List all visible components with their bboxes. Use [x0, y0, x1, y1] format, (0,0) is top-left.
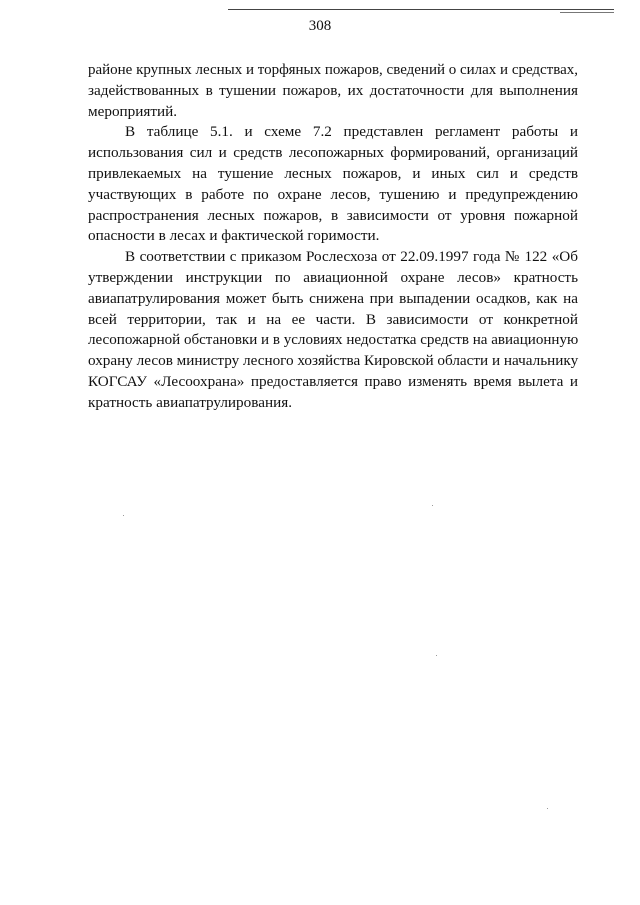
text-line: распространения лесных пожаров, в зависимости от уровня пожарной — [88, 206, 578, 224]
paragraph-2 — [88, 122, 578, 247]
text-line: кратность авиапатрулирования. — [88, 393, 292, 411]
header-rule-secondary — [560, 12, 614, 13]
paragraph-1 — [88, 60, 578, 122]
text-line: В таблице 5.1. и схеме 7.2 представлен регламент работы и — [125, 123, 578, 141]
paragraph-3 — [88, 247, 578, 413]
text-line: районе крупных лесных и торфяных пожаров, сведений о силах и средствах, — [88, 62, 578, 78]
text-line: КОГСАУ «Лесоохрана» предоставляется право изменять время вылета и — [88, 372, 578, 390]
text-line: всей территории, так и на ее части. В зависимости от конкретной — [88, 310, 578, 328]
text-line: опасности в лесах и фактической горимости. — [88, 227, 380, 245]
text-line: авиапатрулирования может быть снижена при выпадении осадков, как на — [88, 289, 578, 307]
text-line: В соответствии с приказом Рослесхоза от 22.09.1997 года № 122 «Об — [125, 248, 578, 266]
text-line: участвующих в работе по охране лесов, тушению и предупреждению — [88, 185, 578, 203]
text-line: привлекаемых на тушение лесных пожаров, и иных сил и средств — [88, 164, 578, 182]
scan-speck — [436, 655, 437, 656]
document-body — [88, 60, 578, 414]
text-line: мероприятий. — [88, 102, 178, 120]
text-line: лесопожарной обстановки и в условиях недостатка средств на авиационную — [88, 332, 579, 349]
page-number: 308 — [308, 18, 332, 34]
scan-speck — [432, 505, 433, 506]
text-line: использования сил и средств лесопожарных формирований, организаций — [88, 144, 578, 162]
header-rule — [228, 9, 614, 10]
text-line: утверждении инструкции по авиационной охране лесов» кратность — [88, 268, 578, 286]
text-line: задействованных в тушении пожаров, их достаточности для выполнения — [88, 81, 578, 99]
scan-speck — [123, 515, 124, 516]
text-line: охрану лесов министру лесного хозяйства Кировской области и начальнику — [88, 352, 579, 370]
scan-speck — [547, 808, 548, 809]
